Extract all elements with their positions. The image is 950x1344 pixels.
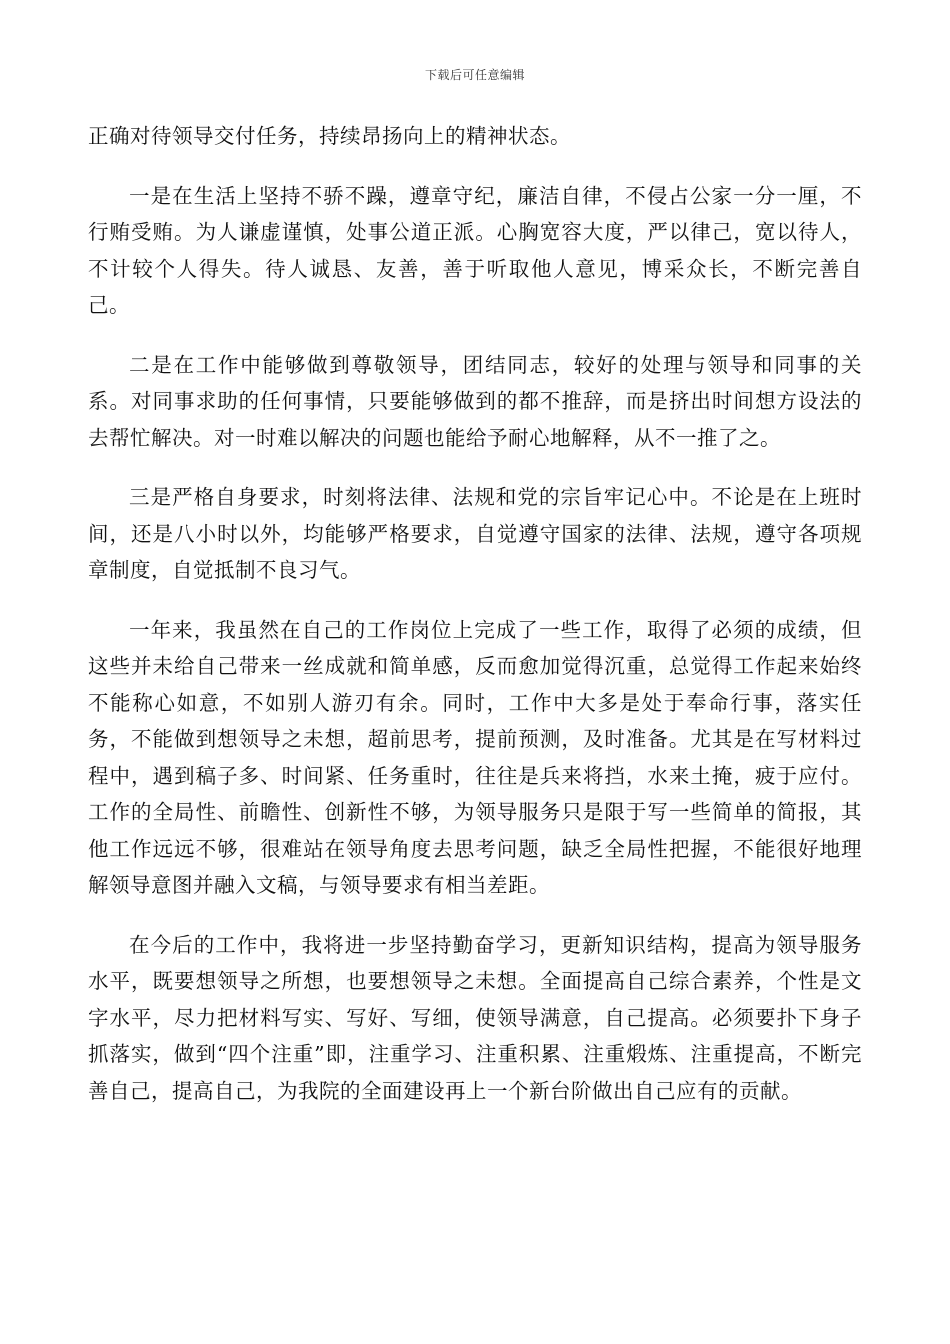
document-body xyxy=(88,118,862,1132)
paragraph-continued: 正确对待领导交付任务，持续昂扬向上的精神状态。 xyxy=(88,124,571,148)
paragraph-work-relations: 二是在工作中能够做到尊敬领导，团结同志，较好的处理与领导和同事的关系。对同事求助的任何事情，只要能够做到的都不推辞，而是挤出时间想方设法的去帮忙解决。对一时难以解决的问题也能给予耐心地解释，从不一推了之。 xyxy=(88,352,862,450)
paragraph-life-conduct: 一是在生活上坚持不骄不躁，遵章守纪，廉洁自律，不侵占公家一分一厘，不行贿受贿。为人谦虚谨慎，处事公道正派。心胸宽容大度，严以律己，宽以待人，不计较个人得失。待人诚恳、友善，善于听取他人意见，博采众长，不断完善自己。 xyxy=(88,183,862,317)
paragraph-shortcomings: 一年来，我虽然在自己的工作岗位上完成了一些工作，取得了必须的成绩，但这些并未给自己带来一丝成就和简单感，反而愈加觉得沉重，总觉得工作起来始终不能称心如意，不如别人游刃有余。同时，工作中大多是处于奉命行事，落实任务，不能做到想领导之未想，超前思考，提前预测，及时准备。尤其是在写材料过程中，遇到稿子多、时间紧、任务重时，往往是兵来将挡，水来土掩，疲于应付。工作的全局性、前瞻性、创新性不够，为领导服务只是限于写一些简单的简报，其他工作远远不够，很难站在领导角度去思考问题，缺乏全局性把握，不能很好地理解领导意图并融入文稿，与领导要求有相当差距。 xyxy=(88,617,862,897)
page-header: 下载后可任意编辑 xyxy=(424,68,525,82)
paragraph-self-discipline: 三是严格自身要求，时刻将法律、法规和党的宗旨牢记心中。不论是在上班时间，还是八小时以外，均能够严格要求，自觉遵守国家的法律、法规，遵守各项规章制度，自觉抵制不良习气。 xyxy=(88,485,862,582)
paragraph-future-plans: 在今后的工作中，我将进一步坚持勤奋学习，更新知识结构，提高为领导服务水平，既要想领导之所想，也要想领导之未想。全面提高自己综合素养，个性是文字水平，尽力把材料写实、写好、写细，使领导满意，自己提高。必须要扑下身子抓落实，做到“四个注重”即，注重学习、注重积累、注重煅炼、注重提高，不断完善自己，提高自己，为我院的全面建设再上一个新台阶做出自己应有的贡献。 xyxy=(88,932,862,1103)
